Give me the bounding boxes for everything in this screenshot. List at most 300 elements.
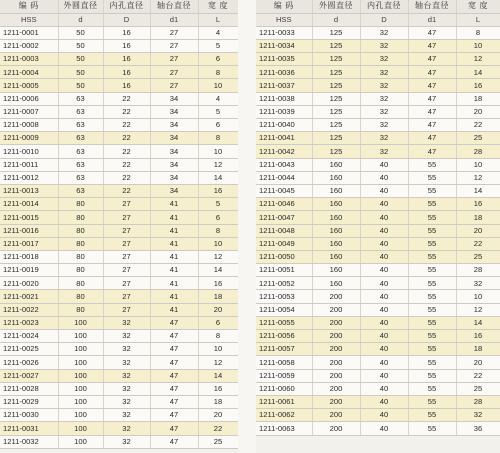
cell-shoulder-diameter: 47 xyxy=(408,79,456,92)
cell-shoulder-diameter: 55 xyxy=(408,369,456,382)
cell-shoulder-diameter: 47 xyxy=(408,39,456,52)
cell-outer-diameter: 100 xyxy=(58,409,103,422)
cell-bore-diameter: 40 xyxy=(360,211,408,224)
header-shoulder-diameter: 轴台直径 xyxy=(150,0,198,13)
table-row xyxy=(0,79,238,92)
cell-code: 1211-0016 xyxy=(0,224,58,237)
subheader-shoulder: d1 xyxy=(408,13,456,26)
table-row xyxy=(256,409,500,422)
cell-bore-diameter: 40 xyxy=(360,224,408,237)
cell-width: 6 xyxy=(198,53,238,66)
cell-width: 18 xyxy=(198,290,238,303)
cell-shoulder-diameter: 55 xyxy=(408,422,456,435)
cell-code: 1211-0020 xyxy=(0,277,58,290)
cell-shoulder-diameter: 55 xyxy=(408,382,456,395)
header-width: 宽 度 xyxy=(456,0,500,13)
cell-code: 1211-0044 xyxy=(256,171,312,184)
cell-width: 18 xyxy=(198,395,238,408)
cell-width: 10 xyxy=(198,145,238,158)
cell-bore-diameter: 40 xyxy=(360,356,408,369)
cell-shoulder-diameter: 41 xyxy=(150,290,198,303)
cell-shoulder-diameter: 41 xyxy=(150,224,198,237)
cell-outer-diameter: 160 xyxy=(312,250,360,263)
cell-outer-diameter: 63 xyxy=(58,132,103,145)
table-row xyxy=(0,26,238,39)
cell-outer-diameter: 100 xyxy=(58,422,103,435)
table-row xyxy=(256,26,500,39)
cell-code: 1211-0024 xyxy=(0,330,58,343)
cell-code: 1211-0015 xyxy=(0,211,58,224)
cell-shoulder-diameter: 47 xyxy=(408,132,456,145)
table-row xyxy=(256,92,500,105)
cell-shoulder-diameter: 34 xyxy=(150,158,198,171)
cell-width: 14 xyxy=(198,369,238,382)
cell-bore-diameter: 22 xyxy=(103,184,150,197)
cell-shoulder-diameter: 55 xyxy=(408,211,456,224)
cell-shoulder-diameter: 34 xyxy=(150,119,198,132)
cell-bore-diameter: 32 xyxy=(360,145,408,158)
header-width: 宽 度 xyxy=(198,0,238,13)
cell-bore-diameter: 32 xyxy=(360,105,408,118)
cell-shoulder-diameter: 34 xyxy=(150,145,198,158)
cell-outer-diameter: 63 xyxy=(58,145,103,158)
cell-width: 10 xyxy=(198,79,238,92)
cell-code: 1211-0014 xyxy=(0,198,58,211)
cell-shoulder-diameter: 34 xyxy=(150,171,198,184)
cell-bore-diameter: 16 xyxy=(103,39,150,52)
cell-code: 1211-0031 xyxy=(0,422,58,435)
cell-code: 1211-0002 xyxy=(0,39,58,52)
table-row xyxy=(0,422,238,435)
cell-code: 1211-0060 xyxy=(256,382,312,395)
cell-code: 1211-0009 xyxy=(0,132,58,145)
cell-width: 20 xyxy=(456,356,500,369)
cell-outer-diameter: 63 xyxy=(58,171,103,184)
cell-outer-diameter: 100 xyxy=(58,369,103,382)
cell-width: 14 xyxy=(456,66,500,79)
cell-width: 10 xyxy=(456,290,500,303)
cell-shoulder-diameter: 55 xyxy=(408,395,456,408)
cell-bore-diameter: 27 xyxy=(103,277,150,290)
cell-shoulder-diameter: 55 xyxy=(408,290,456,303)
cell-shoulder-diameter: 47 xyxy=(150,409,198,422)
cell-width: 10 xyxy=(456,158,500,171)
cell-bore-diameter: 40 xyxy=(360,264,408,277)
cell-code: 1211-0055 xyxy=(256,316,312,329)
table-row xyxy=(0,303,238,316)
cell-code: 1211-0001 xyxy=(0,26,58,39)
cell-code: 1211-0056 xyxy=(256,330,312,343)
cell-shoulder-diameter: 27 xyxy=(150,53,198,66)
table-row xyxy=(256,316,500,329)
cell-bore-diameter: 22 xyxy=(103,132,150,145)
cell-outer-diameter: 160 xyxy=(312,237,360,250)
table-row xyxy=(0,382,238,395)
cell-bore-diameter: 40 xyxy=(360,277,408,290)
table-row xyxy=(0,356,238,369)
cell-width: 12 xyxy=(198,158,238,171)
cell-outer-diameter: 80 xyxy=(58,277,103,290)
cell-outer-diameter: 50 xyxy=(58,66,103,79)
cell-code: 1211-0023 xyxy=(0,316,58,329)
cell-code: 1211-0049 xyxy=(256,237,312,250)
cell-code: 1211-0013 xyxy=(0,184,58,197)
cell-shoulder-diameter: 41 xyxy=(150,198,198,211)
table-row xyxy=(0,395,238,408)
cell-width: 18 xyxy=(456,92,500,105)
table-row xyxy=(256,53,500,66)
cell-outer-diameter: 160 xyxy=(312,198,360,211)
cell-outer-diameter: 100 xyxy=(58,356,103,369)
table-row xyxy=(0,224,238,237)
cell-bore-diameter: 32 xyxy=(103,356,150,369)
cell-outer-diameter: 50 xyxy=(58,26,103,39)
cell-code: 1211-0022 xyxy=(0,303,58,316)
cell-width: 4 xyxy=(198,92,238,105)
cell-code: 1211-0063 xyxy=(256,422,312,435)
cell-outer-diameter: 160 xyxy=(312,277,360,290)
table-row xyxy=(256,250,500,263)
cell-outer-diameter: 80 xyxy=(58,237,103,250)
table-row xyxy=(256,211,500,224)
cell-bore-diameter: 32 xyxy=(103,369,150,382)
cell-code: 1211-0053 xyxy=(256,290,312,303)
table-row xyxy=(256,422,500,435)
cell-code: 1211-0052 xyxy=(256,277,312,290)
cell-outer-diameter: 80 xyxy=(58,290,103,303)
cell-bore-diameter: 40 xyxy=(360,395,408,408)
cell-code: 1211-0043 xyxy=(256,158,312,171)
cell-outer-diameter: 125 xyxy=(312,145,360,158)
header-row xyxy=(256,0,500,13)
cell-bore-diameter: 40 xyxy=(360,422,408,435)
cell-bore-diameter: 40 xyxy=(360,250,408,263)
table-row xyxy=(0,409,238,422)
cell-outer-diameter: 80 xyxy=(58,211,103,224)
cell-outer-diameter: 63 xyxy=(58,92,103,105)
cell-width: 16 xyxy=(456,198,500,211)
cell-width: 10 xyxy=(456,39,500,52)
cell-outer-diameter: 160 xyxy=(312,158,360,171)
header-bore-diameter: 内孔直径 xyxy=(103,0,150,13)
cell-width: 32 xyxy=(456,277,500,290)
cell-code: 1211-0038 xyxy=(256,92,312,105)
cell-shoulder-diameter: 55 xyxy=(408,303,456,316)
table-row xyxy=(0,158,238,171)
cell-shoulder-diameter: 34 xyxy=(150,132,198,145)
cell-shoulder-diameter: 55 xyxy=(408,409,456,422)
table-row xyxy=(0,330,238,343)
table-row xyxy=(0,277,238,290)
header-outer-diameter: 外圆直径 xyxy=(312,0,360,13)
cell-shoulder-diameter: 41 xyxy=(150,303,198,316)
table-row xyxy=(0,264,238,277)
table-row xyxy=(0,92,238,105)
cell-width: 4 xyxy=(198,26,238,39)
subheader-bore: D xyxy=(360,13,408,26)
cell-shoulder-diameter: 47 xyxy=(408,145,456,158)
cell-outer-diameter: 125 xyxy=(312,26,360,39)
cell-shoulder-diameter: 47 xyxy=(150,343,198,356)
table-row xyxy=(0,435,238,448)
header-code: 编 码 xyxy=(0,0,58,13)
table-row xyxy=(256,395,500,408)
cell-shoulder-diameter: 47 xyxy=(150,382,198,395)
cell-bore-diameter: 40 xyxy=(360,158,408,171)
cell-code: 1211-0032 xyxy=(0,435,58,448)
cell-width: 8 xyxy=(198,66,238,79)
cell-bore-diameter: 32 xyxy=(360,39,408,52)
cell-shoulder-diameter: 47 xyxy=(408,26,456,39)
cell-code: 1211-0035 xyxy=(256,53,312,66)
cell-width: 28 xyxy=(456,145,500,158)
cell-bore-diameter: 32 xyxy=(360,66,408,79)
table-row xyxy=(256,237,500,250)
cell-code: 1211-0039 xyxy=(256,105,312,118)
cell-shoulder-diameter: 55 xyxy=(408,198,456,211)
cell-width: 8 xyxy=(198,132,238,145)
cell-width: 16 xyxy=(456,330,500,343)
cell-outer-diameter: 80 xyxy=(58,264,103,277)
cell-code: 1211-0026 xyxy=(0,356,58,369)
cell-width: 14 xyxy=(456,184,500,197)
subheader-outer: d xyxy=(312,13,360,26)
cell-code: 1211-0054 xyxy=(256,303,312,316)
cell-shoulder-diameter: 41 xyxy=(150,250,198,263)
cell-width: 12 xyxy=(456,171,500,184)
subheader-code: HSS xyxy=(0,13,58,26)
cell-width: 10 xyxy=(198,237,238,250)
cell-width: 8 xyxy=(198,330,238,343)
subheader-width: L xyxy=(456,13,500,26)
cell-shoulder-diameter: 47 xyxy=(150,435,198,448)
cell-bore-diameter: 40 xyxy=(360,369,408,382)
cell-bore-diameter: 27 xyxy=(103,303,150,316)
table-row xyxy=(256,184,500,197)
table-row xyxy=(0,211,238,224)
cell-code: 1211-0021 xyxy=(0,290,58,303)
cell-width: 5 xyxy=(198,198,238,211)
cell-width: 36 xyxy=(456,422,500,435)
header-row xyxy=(0,0,238,13)
cell-code: 1211-0018 xyxy=(0,250,58,263)
cell-outer-diameter: 200 xyxy=(312,330,360,343)
subheader-bore: D xyxy=(103,13,150,26)
cell-bore-diameter: 32 xyxy=(360,92,408,105)
cell-outer-diameter: 100 xyxy=(58,343,103,356)
cell-bore-diameter: 22 xyxy=(103,92,150,105)
cell-bore-diameter: 32 xyxy=(103,316,150,329)
cell-shoulder-diameter: 47 xyxy=(150,395,198,408)
spec-table-right xyxy=(256,0,500,436)
cell-width: 20 xyxy=(198,409,238,422)
table-row xyxy=(256,158,500,171)
subheader-width: L xyxy=(198,13,238,26)
cell-code: 1211-0050 xyxy=(256,250,312,263)
cell-width: 18 xyxy=(456,211,500,224)
table-row xyxy=(0,119,238,132)
cell-outer-diameter: 200 xyxy=(312,303,360,316)
table-row xyxy=(0,171,238,184)
cell-shoulder-diameter: 47 xyxy=(408,92,456,105)
page-gutter xyxy=(238,0,256,453)
cell-width: 16 xyxy=(198,382,238,395)
table-row xyxy=(256,264,500,277)
cell-outer-diameter: 160 xyxy=(312,211,360,224)
cell-code: 1211-0057 xyxy=(256,343,312,356)
cell-bore-diameter: 32 xyxy=(360,132,408,145)
cell-code: 1211-0030 xyxy=(0,409,58,422)
header-bore-diameter: 内孔直径 xyxy=(360,0,408,13)
cell-bore-diameter: 22 xyxy=(103,171,150,184)
cell-bore-diameter: 32 xyxy=(103,422,150,435)
cell-bore-diameter: 40 xyxy=(360,303,408,316)
cell-bore-diameter: 32 xyxy=(360,53,408,66)
cell-shoulder-diameter: 55 xyxy=(408,264,456,277)
cell-bore-diameter: 40 xyxy=(360,330,408,343)
cell-bore-diameter: 22 xyxy=(103,119,150,132)
table-row xyxy=(256,224,500,237)
cell-outer-diameter: 63 xyxy=(58,158,103,171)
cell-bore-diameter: 16 xyxy=(103,26,150,39)
cell-bore-diameter: 27 xyxy=(103,290,150,303)
cell-width: 28 xyxy=(456,264,500,277)
cell-bore-diameter: 40 xyxy=(360,198,408,211)
cell-code: 1211-0003 xyxy=(0,53,58,66)
cell-outer-diameter: 125 xyxy=(312,39,360,52)
cell-bore-diameter: 32 xyxy=(103,435,150,448)
cell-bore-diameter: 32 xyxy=(103,382,150,395)
cell-outer-diameter: 200 xyxy=(312,356,360,369)
table-row xyxy=(0,53,238,66)
cell-outer-diameter: 200 xyxy=(312,369,360,382)
cell-outer-diameter: 200 xyxy=(312,316,360,329)
cell-code: 1211-0011 xyxy=(0,158,58,171)
cell-width: 25 xyxy=(198,435,238,448)
cell-code: 1211-0048 xyxy=(256,224,312,237)
cell-shoulder-diameter: 34 xyxy=(150,184,198,197)
cell-bore-diameter: 32 xyxy=(103,343,150,356)
cell-outer-diameter: 125 xyxy=(312,79,360,92)
cell-bore-diameter: 27 xyxy=(103,264,150,277)
table-row xyxy=(256,39,500,52)
cell-shoulder-diameter: 47 xyxy=(408,66,456,79)
cell-outer-diameter: 50 xyxy=(58,39,103,52)
cell-shoulder-diameter: 55 xyxy=(408,330,456,343)
cell-outer-diameter: 125 xyxy=(312,92,360,105)
cell-shoulder-diameter: 55 xyxy=(408,316,456,329)
cell-code: 1211-0046 xyxy=(256,198,312,211)
cell-outer-diameter: 125 xyxy=(312,53,360,66)
cell-code: 1211-0010 xyxy=(0,145,58,158)
cell-shoulder-diameter: 55 xyxy=(408,224,456,237)
cell-bore-diameter: 22 xyxy=(103,158,150,171)
cell-bore-diameter: 32 xyxy=(103,409,150,422)
cell-code: 1211-0036 xyxy=(256,66,312,79)
cell-width: 16 xyxy=(198,277,238,290)
cell-shoulder-diameter: 47 xyxy=(150,356,198,369)
cell-width: 22 xyxy=(198,422,238,435)
cell-code: 1211-0028 xyxy=(0,382,58,395)
header-code: 编 码 xyxy=(256,0,312,13)
cell-bore-diameter: 16 xyxy=(103,66,150,79)
cell-shoulder-diameter: 27 xyxy=(150,26,198,39)
cell-code: 1211-0012 xyxy=(0,171,58,184)
cell-width: 22 xyxy=(456,369,500,382)
cell-bore-diameter: 22 xyxy=(103,105,150,118)
cell-shoulder-diameter: 47 xyxy=(408,105,456,118)
cell-outer-diameter: 125 xyxy=(312,119,360,132)
table-row xyxy=(256,119,500,132)
cell-code: 1211-0034 xyxy=(256,39,312,52)
cell-bore-diameter: 32 xyxy=(103,395,150,408)
cell-code: 1211-0041 xyxy=(256,132,312,145)
cell-width: 8 xyxy=(456,26,500,39)
cell-shoulder-diameter: 55 xyxy=(408,343,456,356)
cell-bore-diameter: 27 xyxy=(103,198,150,211)
cell-outer-diameter: 100 xyxy=(58,316,103,329)
subheader-shoulder: d1 xyxy=(150,13,198,26)
cell-outer-diameter: 125 xyxy=(312,66,360,79)
cell-bore-diameter: 27 xyxy=(103,211,150,224)
cell-outer-diameter: 200 xyxy=(312,395,360,408)
cell-outer-diameter: 80 xyxy=(58,224,103,237)
cell-width: 20 xyxy=(456,224,500,237)
table-row xyxy=(256,145,500,158)
cell-outer-diameter: 160 xyxy=(312,184,360,197)
cell-code: 1211-0058 xyxy=(256,356,312,369)
cell-outer-diameter: 200 xyxy=(312,409,360,422)
cell-outer-diameter: 80 xyxy=(58,198,103,211)
cell-width: 20 xyxy=(456,105,500,118)
cell-width: 12 xyxy=(456,53,500,66)
cell-outer-diameter: 80 xyxy=(58,303,103,316)
cell-code: 1211-0005 xyxy=(0,79,58,92)
cell-shoulder-diameter: 41 xyxy=(150,237,198,250)
cell-width: 25 xyxy=(456,132,500,145)
cell-shoulder-diameter: 27 xyxy=(150,66,198,79)
cell-code: 1211-0033 xyxy=(256,26,312,39)
cell-code: 1211-0029 xyxy=(0,395,58,408)
cell-width: 18 xyxy=(456,343,500,356)
cell-bore-diameter: 27 xyxy=(103,237,150,250)
cell-outer-diameter: 100 xyxy=(58,435,103,448)
table-row xyxy=(0,290,238,303)
table-row xyxy=(256,277,500,290)
cell-width: 25 xyxy=(456,250,500,263)
cell-code: 1211-0051 xyxy=(256,264,312,277)
cell-code: 1211-0059 xyxy=(256,369,312,382)
table-row xyxy=(256,198,500,211)
table-row xyxy=(0,369,238,382)
subheader-row xyxy=(256,13,500,26)
table-row xyxy=(256,171,500,184)
cell-bore-diameter: 40 xyxy=(360,184,408,197)
cell-shoulder-diameter: 55 xyxy=(408,237,456,250)
cell-code: 1211-0047 xyxy=(256,211,312,224)
cell-shoulder-diameter: 55 xyxy=(408,171,456,184)
cell-bore-diameter: 40 xyxy=(360,343,408,356)
header-outer-diameter: 外圆直径 xyxy=(58,0,103,13)
table-row xyxy=(0,66,238,79)
cell-shoulder-diameter: 41 xyxy=(150,277,198,290)
cell-width: 20 xyxy=(198,303,238,316)
cell-code: 1211-0062 xyxy=(256,409,312,422)
cell-shoulder-diameter: 27 xyxy=(150,39,198,52)
cell-outer-diameter: 160 xyxy=(312,264,360,277)
cell-width: 32 xyxy=(456,409,500,422)
table-body-right xyxy=(256,26,500,435)
